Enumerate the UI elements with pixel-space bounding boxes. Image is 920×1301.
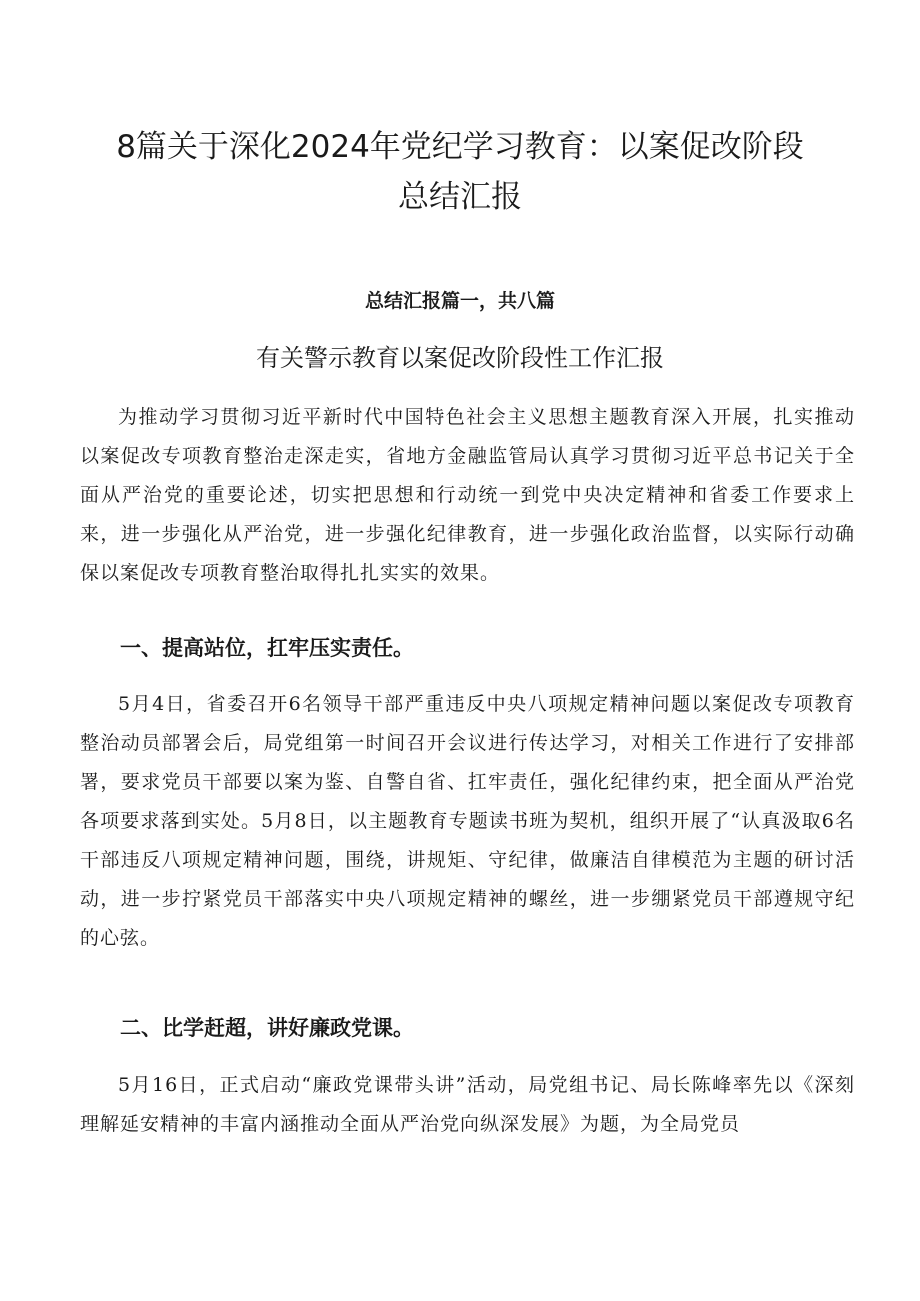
- section-heading-1: 一、提高站位，扛牢压实责任。: [120, 636, 414, 660]
- document-title-line-1: 8篇关于深化2024年党纪学习教育：以案促改阶段: [116, 129, 804, 165]
- series-label: 总结汇报篇一，共八篇: [364, 290, 555, 312]
- article-title: 有关警示教育以案促改阶段性工作汇报: [256, 344, 664, 372]
- document-title: [60, 122, 860, 222]
- section-heading-2: 二、比学赶超，讲好廉政党课。: [120, 1016, 414, 1040]
- paragraph-intro: 为推动学习贯彻习近平新时代中国特色社会主义思想主题教育深入开展，扎实推动以案促改专项教育整治走深走实，省地方金融监管局认真学习贯彻习近平总书记关于全面从严治党的重要论述，切实把思想和行动统一到党中央决定精神和省委工作要求上来，进一步强化从严治党，进一步强化纪律教育，进一步强化政治监督，以实际行动确保以案促改专项教育整治取得扎扎实实的效果。: [80, 406, 855, 584]
- paragraph-section-1: 5月4日，省委召开6名领导干部严重违反中央八项规定精神问题以案促改专项教育整治动员部署会后，局党组第一时间召开会议进行传达学习，对相关工作进行了安排部署，要求党员干部要以案为鉴、自警自省、扛牢责任，强化纪律约束，把全面从严治党各项要求落到实处。5月8日，以主题教育专题读书班为契机，组织开展了“认真汲取6名干部违反八项规定精神问题，围绕，讲规矩、守纪律，做廉洁自律模范为主题的研讨活动，进一步拧紧党员干部落实中央八项规定精神的螺丝，进一步绷紧党员干部遵规守纪的心弦。: [80, 693, 855, 949]
- paragraph-section-2: 5月16日，正式启动“廉政党课带头讲”活动，局党组书记、局长陈峰率先以《深刻理解延安精神的丰富内涵推动全面从严治党向纵深发展》为题，为全局党员: [80, 1074, 855, 1135]
- document-title-line-2: 总结汇报: [398, 179, 522, 215]
